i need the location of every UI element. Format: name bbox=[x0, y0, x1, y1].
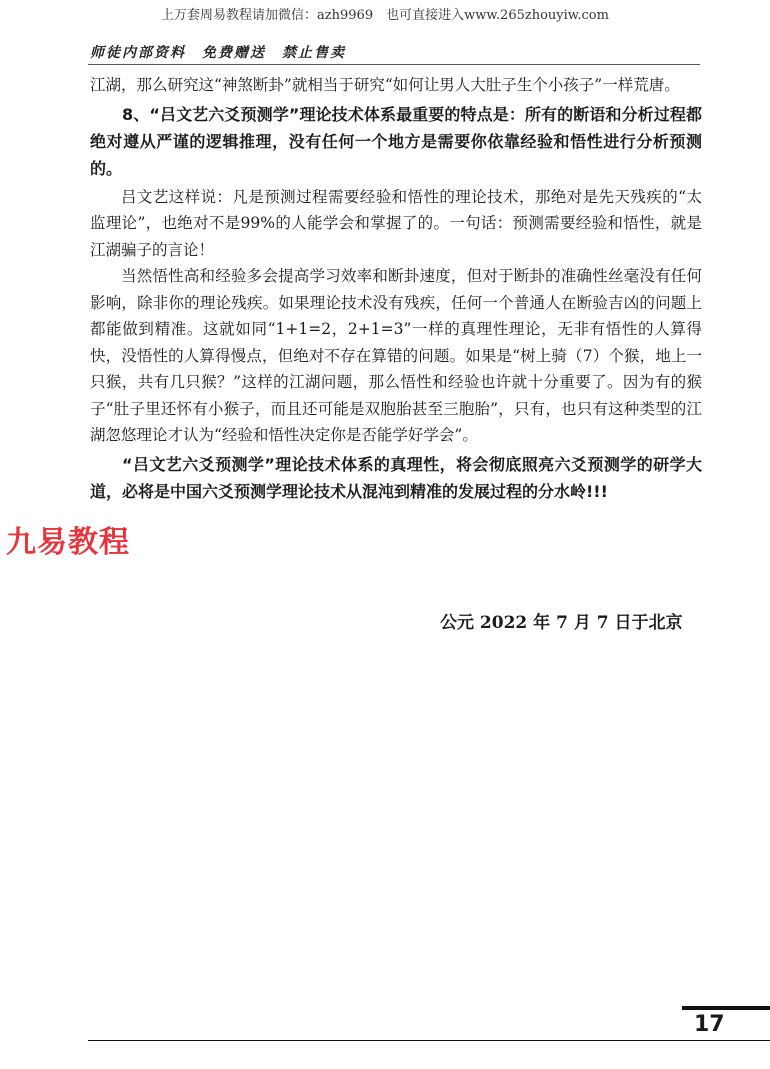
paragraph-conclusion: “吕文艺六爻预测学”理论技术体系的真理性，将会彻底照亮六爻预测学的研学大道，必将是中国六爻预测学理论技术从混沌到精准的发展过程的分水岭!!! bbox=[90, 454, 702, 501]
page-number: 17 bbox=[694, 1012, 725, 1037]
header-divider bbox=[88, 64, 700, 65]
date-signature: 公元 2022 年 7 月 7 日于北京 bbox=[440, 613, 683, 633]
document-body bbox=[90, 72, 702, 505]
footer-accent-bar bbox=[682, 1006, 770, 1010]
paragraph-explanation: 当然悟性高和经验多会提高学习效率和断卦速度，但对于断卦的准确性丝毫没有任何影响，除非你的理论残疾。如果理论技术没有残疾，任何一个普通人在断验吉凶的问题上都能做到精准。这就如同“1+1=2，2+1=3”一样的真理性理论，无非有悟性的人算得快，没悟性的人算得慢点，但绝对不存在算错的问题。如果是“树上骑（7）个猴，地上一只猴，共有几只猴？”这样的江湖问题，那么悟性和经验也许就十分重要了。因为有的猴子“肚子里还怀有小猴子，而且还可能是双胞胎甚至三胞胎”，只有，也只有这种类型的江湖忽悠理论才认为“经验和悟性决定你是否能学好学会”。 bbox=[90, 267, 702, 444]
paragraph-point-8: 8、“吕文艺六爻预测学”理论技术体系最重要的特点是：所有的断语和分析过程都绝对遵从严谨的逻辑推理，没有任何一个地方是需要你依靠经验和悟性进行分析预测的。 bbox=[90, 104, 702, 178]
site-logo: 九易教程 bbox=[6, 525, 130, 560]
paragraph-quote: 吕文艺这样说：凡是预测过程需要经验和悟性的理论技术，那绝对是先天残疾的“太监理论”，也绝对不是99%的人能学会和掌握了的。一句话：预测需要经验和悟性，就是江湖骗子的言论！ bbox=[90, 187, 702, 259]
header-note: 师徒内部资料 免费赠送 禁止售卖 bbox=[90, 45, 346, 61]
top-watermark-text: 上万套周易教程请加微信：azh9969 也可直接进入www.265zhouyiw.com bbox=[161, 8, 609, 23]
paragraph-continuation: 江湖，那么研究这“神煞断卦”就相当于研究“如何让男人大肚子生个小孩子”一样荒唐。 bbox=[90, 76, 680, 94]
footer-divider bbox=[88, 1040, 770, 1041]
